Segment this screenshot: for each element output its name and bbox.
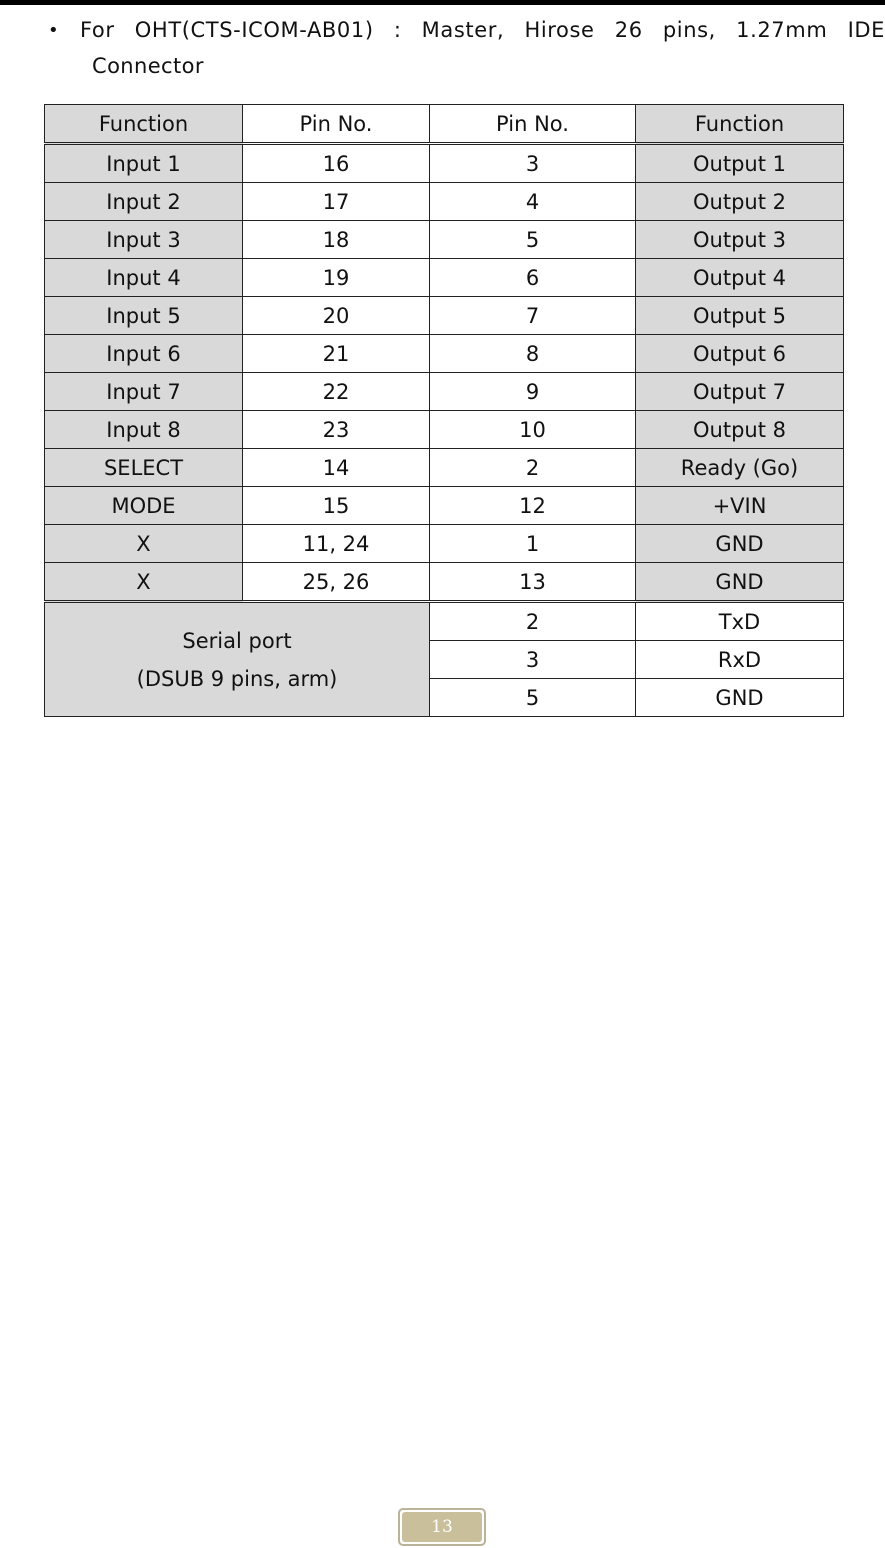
serial-row [45,602,844,641]
output-pin-cell: 13 [430,563,636,602]
serial-pin-cell: 5 [430,679,636,717]
input-function-cell: Input 7 [45,373,243,411]
input-pin-cell: 16 [243,144,430,183]
table-row [45,411,844,449]
output-function-cell: Output 4 [636,259,844,297]
output-function-cell: GND [636,525,844,563]
pin-table [44,104,844,717]
input-function-cell: Input 8 [45,411,243,449]
input-pin-cell: 19 [243,259,430,297]
output-pin-cell: 6 [430,259,636,297]
bullet-text-line2: Connector [92,54,204,78]
bullet-icon: • [48,20,60,41]
output-pin-cell: 10 [430,411,636,449]
output-function-cell: Output 1 [636,144,844,183]
header-pin-right: Pin No. [430,105,636,144]
output-pin-cell: 2 [430,449,636,487]
table-row [45,144,844,183]
output-function-cell: Output 5 [636,297,844,335]
page-number: 13 [402,1512,482,1542]
input-function-cell: Input 1 [45,144,243,183]
table-row [45,183,844,221]
output-pin-cell: 8 [430,335,636,373]
input-pin-cell: 14 [243,449,430,487]
page-number-badge [398,1508,486,1546]
table-row [45,525,844,563]
bullet-text-line1: For OHT(CTS-ICOM-AB01) : Master, Hirose 26 pins, 1.27mm IDE [80,18,885,42]
output-function-cell: Ready (Go) [636,449,844,487]
output-function-cell: Output 8 [636,411,844,449]
serial-pin-cell: 2 [430,602,636,641]
output-pin-cell: 7 [430,297,636,335]
input-function-cell: Input 5 [45,297,243,335]
input-pin-cell: 18 [243,221,430,259]
output-pin-cell: 4 [430,183,636,221]
table-row [45,335,844,373]
serial-pin-cell: 3 [430,641,636,679]
serial-signal-cell: TxD [636,602,844,641]
output-pin-cell: 3 [430,144,636,183]
table-row [45,487,844,525]
serial-signal-cell: GND [636,679,844,717]
output-pin-cell: 5 [430,221,636,259]
input-function-cell: X [45,563,243,602]
serial-signal-cell: RxD [636,641,844,679]
output-function-cell: Output 7 [636,373,844,411]
table-header-row [45,105,844,144]
input-pin-cell: 20 [243,297,430,335]
input-function-cell: Input 2 [45,183,243,221]
header-function-left: Function [45,105,243,144]
input-pin-cell: 22 [243,373,430,411]
input-function-cell: X [45,525,243,563]
input-function-cell: MODE [45,487,243,525]
input-pin-cell: 15 [243,487,430,525]
serial-port-subtitle: (DSUB 9 pins, arm) [136,666,338,691]
input-pin-cell: 21 [243,335,430,373]
input-pin-cell: 17 [243,183,430,221]
serial-port-label [45,602,430,717]
table-row [45,221,844,259]
table-row [45,563,844,602]
input-function-cell: Input 4 [45,259,243,297]
output-function-cell: +VIN [636,487,844,525]
serial-port-title: Serial port [182,628,292,653]
table-row [45,259,844,297]
table-row [45,297,844,335]
input-function-cell: Input 3 [45,221,243,259]
output-pin-cell: 9 [430,373,636,411]
output-function-cell: Output 3 [636,221,844,259]
header-pin-left: Pin No. [243,105,430,144]
input-function-cell: Input 6 [45,335,243,373]
output-pin-cell: 1 [430,525,636,563]
table-row [45,449,844,487]
top-rule [0,0,885,5]
output-function-cell: Output 2 [636,183,844,221]
output-function-cell: Output 6 [636,335,844,373]
input-function-cell: SELECT [45,449,243,487]
header-function-right: Function [636,105,844,144]
input-pin-cell: 23 [243,411,430,449]
input-pin-cell: 11, 24 [243,525,430,563]
input-pin-cell: 25, 26 [243,563,430,602]
output-function-cell: GND [636,563,844,602]
output-pin-cell: 12 [430,487,636,525]
table-row [45,373,844,411]
